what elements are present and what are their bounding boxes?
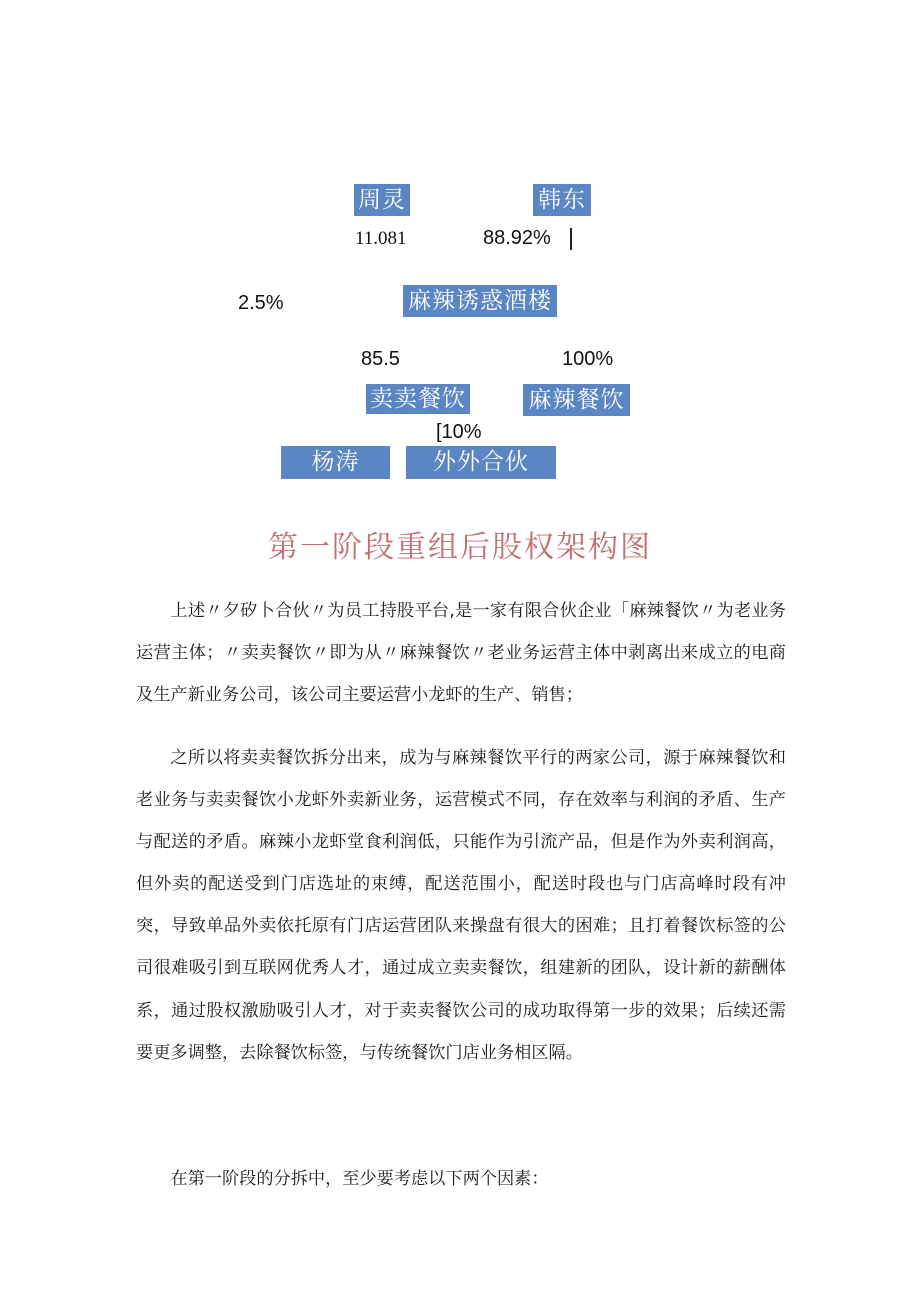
- pct-100: 100%: [562, 348, 614, 370]
- paragraph-1: 上述〃夕矽卜合伙〃为员工持股平台,是一家有限合伙企业「麻辣餐饮〃为老业务运营主体；〃卖卖餐饮〃即为从〃麻辣餐饮〃老业务运营主体中剥离出来成立的电商及生产新业务公司，该公司主要运营小龙虾的生产、销售；: [136, 601, 786, 706]
- pct-25: 2.5%: [238, 292, 284, 314]
- pct-11081: 11.081: [355, 228, 407, 249]
- pct-855: 85.5: [361, 348, 400, 370]
- diagram-title: 第一阶段重组后股权架构图: [268, 530, 652, 565]
- node-mala-youhuo-jiulou: 麻辣诱惑酒楼: [403, 285, 557, 317]
- paragraph-3: 在第一阶段的分拆中，至少要考虑以下两个因素：: [170, 1169, 549, 1189]
- pct-10: [10%: [436, 421, 482, 443]
- connector-line: [570, 228, 572, 250]
- pct-8892: 88.92%: [483, 227, 551, 249]
- paragraph-2: 之所以将卖卖餐饮拆分出来，成为与麻辣餐饮平行的两家公司，源于麻辣餐饮和老业务与卖卖餐饮小龙虾外卖新业务，运营模式不同，存在效率与利润的矛盾、生产与配送的矛盾。麻辣小龙虾堂食利润低，只能作为引流产品，但是作为外卖利润高，但外卖的配送受到门店选址的束缚，配送范围小，配送时段也与门店高峰时段有冲突，导致单品外卖依托原有门店运营团队来操盘有很大的困难；且打着餐饮标签的公司很难吸引到互联网优秀人才，通过成立卖卖餐饮，组建新的团队，设计新的薪酬体系，通过股权激励吸引人才，对于卖卖餐饮公司的成功取得第一步的效果；后续还需要更多调整，去除餐饮标签，与传统餐饮门店业务相区隔。: [136, 748, 786, 1063]
- node-yang-tao: 杨涛: [281, 446, 390, 479]
- node-maimai-canyin: 卖卖餐饮: [366, 384, 470, 414]
- node-mala-canyin: 麻辣餐饮: [523, 384, 630, 416]
- node-han-dong: 韩东: [533, 184, 591, 216]
- node-waiwai-hehuo: 外外合伙: [406, 446, 556, 479]
- node-zhou-ling: 周灵: [354, 184, 410, 216]
